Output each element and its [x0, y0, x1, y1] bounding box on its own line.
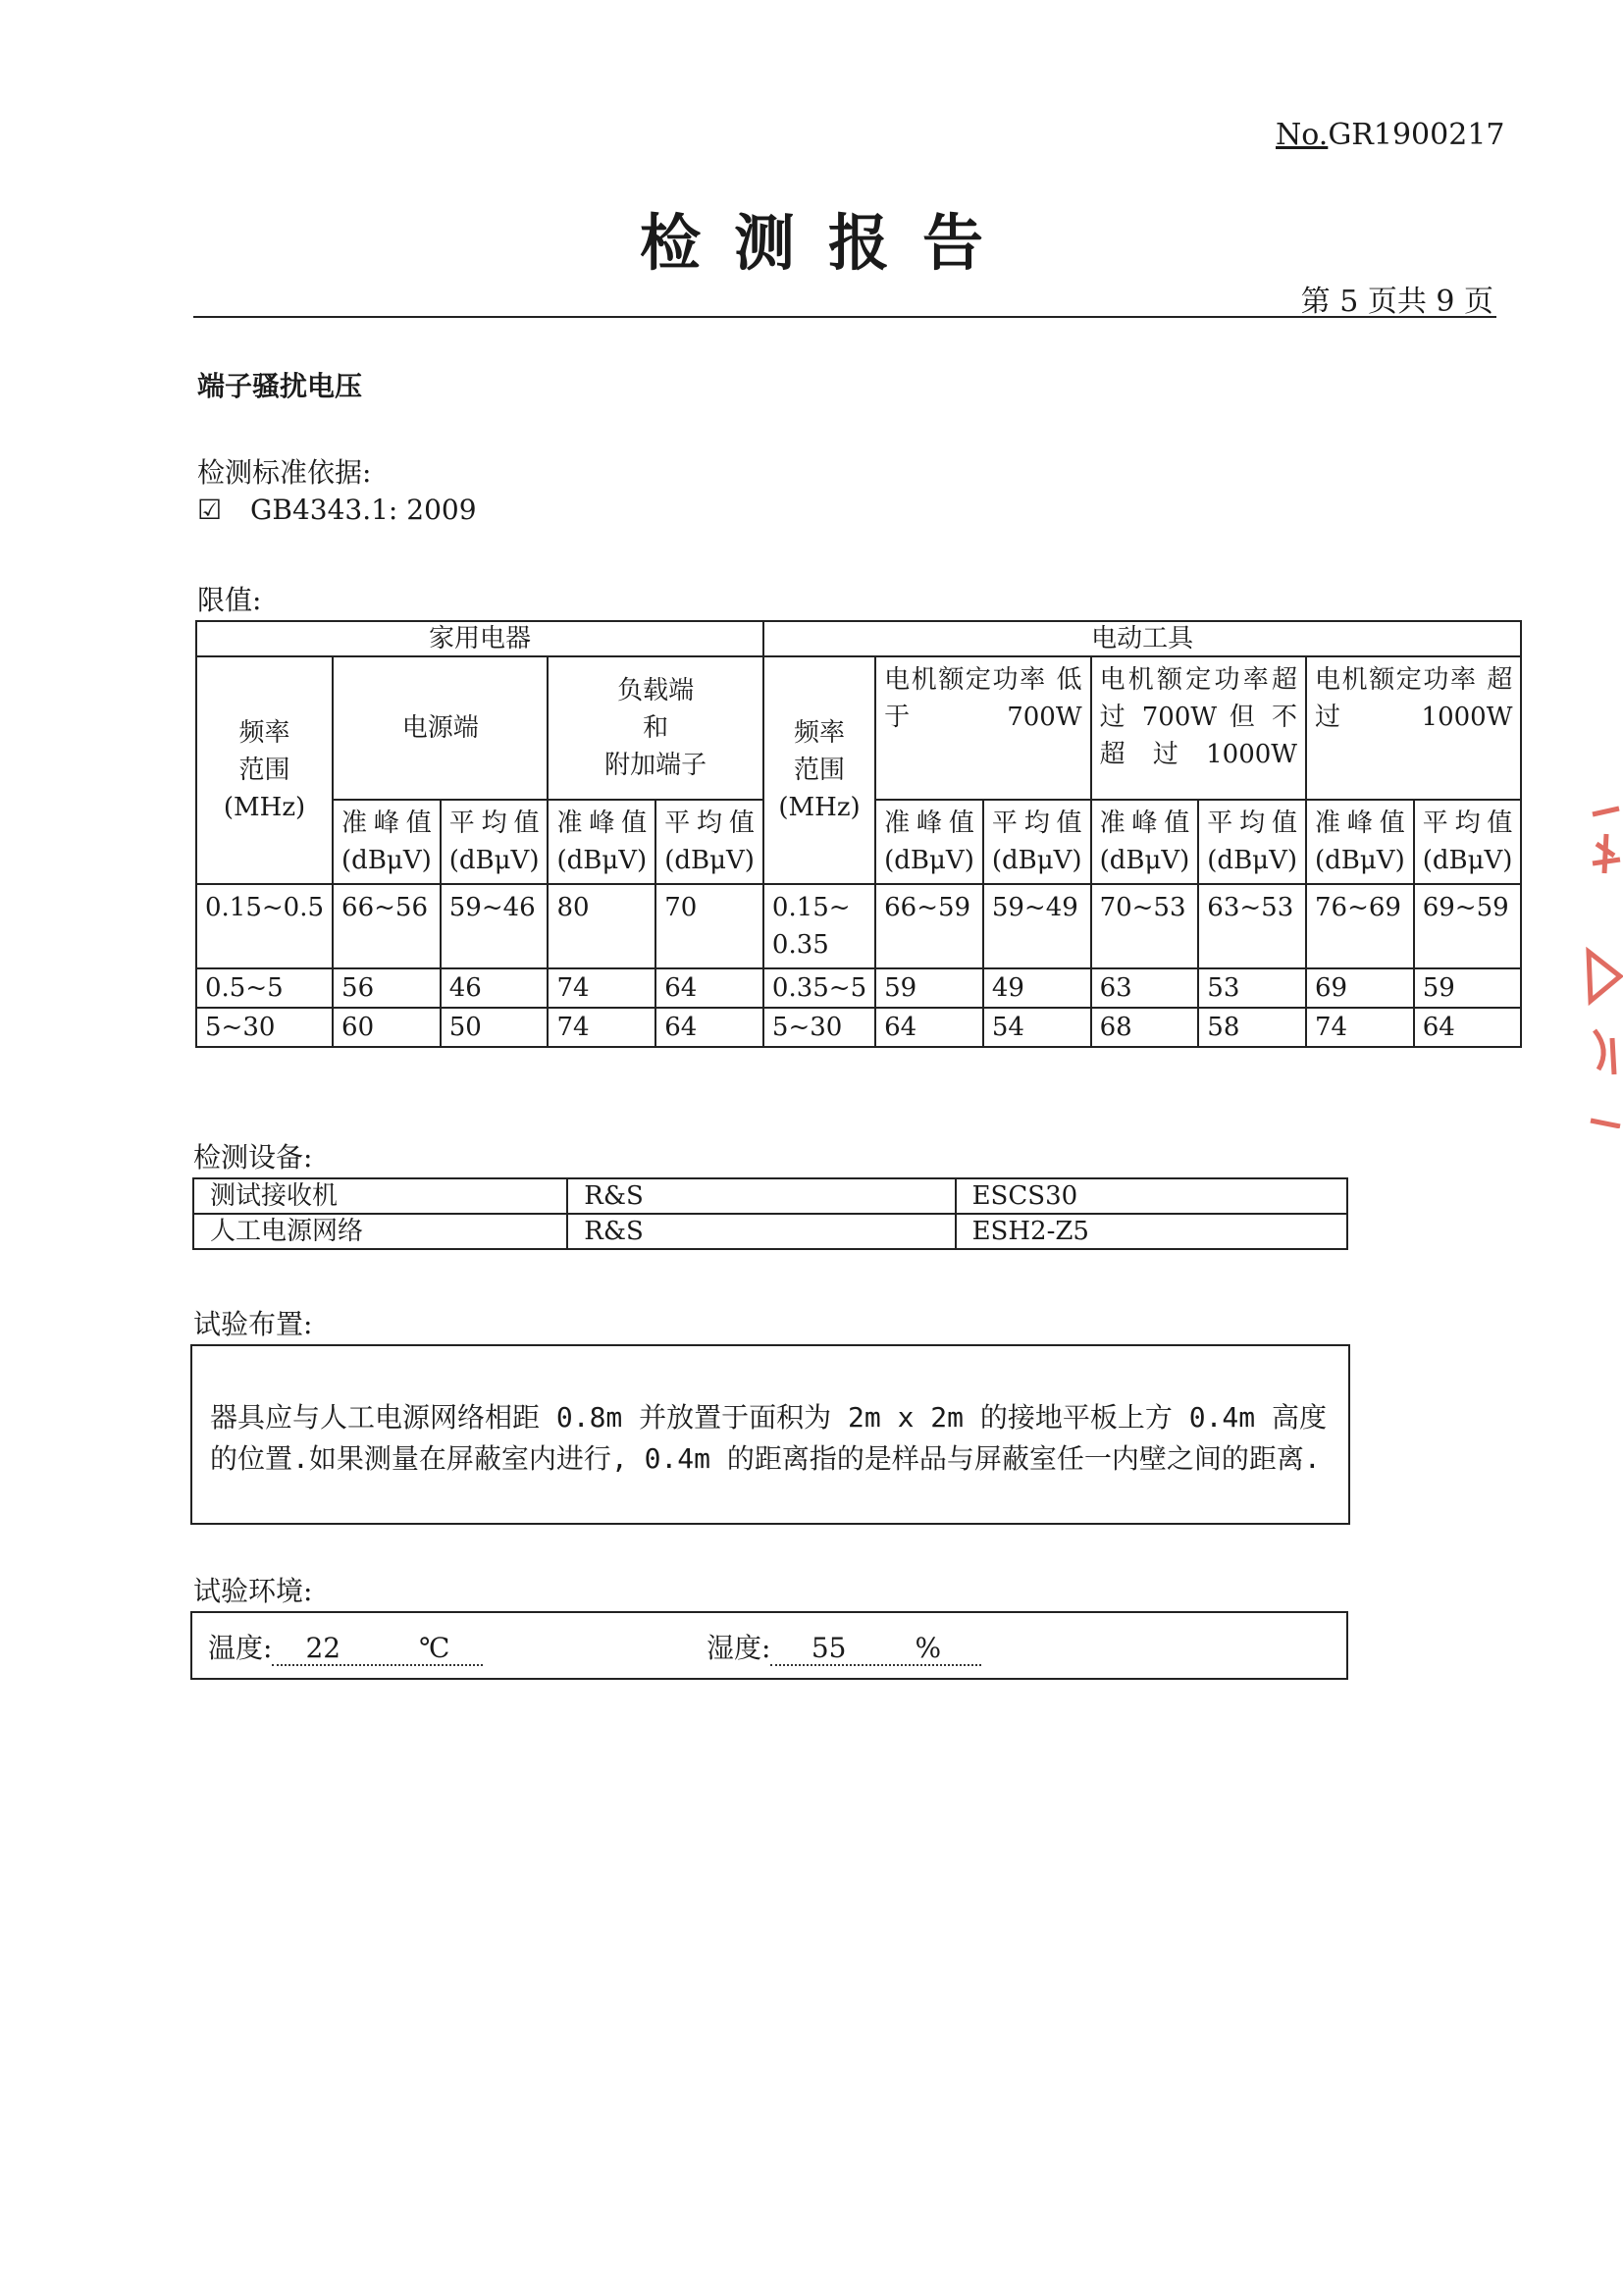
standard-label: 检测标准依据: — [197, 456, 372, 489]
table-cell: 59~46 — [441, 884, 549, 968]
table-row — [193, 1178, 1347, 1214]
table-cell: 74 — [548, 1008, 655, 1047]
avg-header: 平均值 (dBμV) — [983, 800, 1091, 884]
equipment-name: 人工电源网络 — [193, 1214, 567, 1249]
equipment-label: 检测设备: — [193, 1141, 313, 1174]
qp-header: 准峰值 (dBμV) — [333, 800, 441, 884]
table-cell: 0.15~0.35 — [763, 884, 875, 968]
avg-header: 平均值 (dBμV) — [655, 800, 763, 884]
page-info: 第 5 页共 9 页 — [1300, 285, 1493, 319]
environment-label: 试验环境: — [193, 1575, 313, 1607]
table-cell: 49 — [983, 968, 1091, 1008]
freq-header-tools: 频率 范围 (MHz) — [763, 656, 875, 884]
standard-line — [197, 494, 477, 526]
table-cell: 5~30 — [763, 1008, 875, 1047]
table-cell: 68 — [1091, 1008, 1199, 1047]
table-cell: 69~59 — [1414, 884, 1522, 968]
temperature-value: 22 — [305, 1632, 341, 1664]
load-port-header: 负载端 和 附加端子 — [548, 656, 762, 800]
humidity-value-line — [770, 1632, 981, 1666]
limits-label: 限值: — [197, 584, 262, 616]
partial-red-stamp-icon — [1585, 805, 1623, 1128]
table-cell: 5~30 — [196, 1008, 333, 1047]
table-cell: 74 — [548, 968, 655, 1008]
table-cell: 0.35~5 — [763, 968, 875, 1008]
table-cell: 0.15~0.5 — [196, 884, 333, 968]
table-cell: 70~53 — [1091, 884, 1199, 968]
table-cell: 80 — [548, 884, 655, 968]
table-cell: 59 — [875, 968, 983, 1008]
humidity-unit: % — [915, 1632, 942, 1664]
table-cell: 58 — [1198, 1008, 1306, 1047]
humidity-value: 55 — [811, 1632, 847, 1664]
table-cell: 63 — [1091, 968, 1199, 1008]
freq-header-household: 频率 范围 (MHz) — [196, 656, 333, 884]
limits-subheader-row — [196, 656, 1521, 800]
section-title: 端子骚扰电压 — [197, 370, 363, 402]
table-cell: 64 — [655, 968, 763, 1008]
table-cell: 54 — [983, 1008, 1091, 1047]
avg-header: 平均值 (dBμV) — [1198, 800, 1306, 884]
setup-box — [190, 1344, 1350, 1525]
table-cell: 60 — [333, 1008, 441, 1047]
setup-text: 器具应与人工电源网络相距 0.8m 并放置于面积为 2m x 2m 的接地平板上方 0.4m 高度的位置.如果测量在屏蔽室内进行, 0.4m 的距离指的是样品与屏蔽室任一内壁之间的距离. — [210, 1401, 1328, 1475]
avg-header: 平均值 (dBμV) — [1414, 800, 1522, 884]
humidity-label: 湿度: — [707, 1632, 771, 1664]
page-title: 检测报告 — [639, 207, 1017, 279]
group-tools: 电动工具 — [763, 621, 1522, 656]
limits-table — [195, 620, 1522, 1048]
header-divider — [193, 316, 1496, 318]
table-cell: 50 — [441, 1008, 549, 1047]
table-cell: 66~56 — [333, 884, 441, 968]
table-cell: 59~49 — [983, 884, 1091, 968]
table-cell: 69 — [1306, 968, 1414, 1008]
temperature-value-line — [272, 1632, 483, 1666]
table-cell: 74 — [1306, 1008, 1414, 1047]
qp-header: 准峰值 (dBμV) — [1306, 800, 1414, 884]
table-cell: 66~59 — [875, 884, 983, 968]
report-number-prefix: No. — [1276, 118, 1329, 152]
table-cell: 0.5~5 — [196, 968, 333, 1008]
equipment-table — [192, 1177, 1348, 1250]
table-cell: 63~53 — [1198, 884, 1306, 968]
report-number-value: GR1900217 — [1328, 118, 1505, 152]
checkbox-checked-icon: ☑ — [197, 494, 223, 526]
table-cell: 64 — [655, 1008, 763, 1047]
setup-label: 试验布置: — [193, 1308, 313, 1340]
report-number — [1276, 118, 1505, 152]
temperature-unit: ℃ — [419, 1632, 450, 1664]
table-cell: 59 — [1414, 968, 1522, 1008]
tool-low-header: 电机额定功率 低于 700W — [875, 656, 1090, 800]
temperature-field — [208, 1627, 483, 1666]
limits-group-row — [196, 621, 1521, 656]
table-cell: 64 — [1414, 1008, 1522, 1047]
standard-value: GB4343.1: 2009 — [250, 494, 477, 526]
equipment-maker: R&S — [567, 1178, 955, 1214]
environment-box — [190, 1611, 1348, 1680]
table-row — [193, 1214, 1347, 1249]
avg-header: 平均值 (dBμV) — [441, 800, 549, 884]
table-cell: 64 — [875, 1008, 983, 1047]
table-cell: 53 — [1198, 968, 1306, 1008]
qp-header: 准峰值 (dBμV) — [875, 800, 983, 884]
tool-mid-header: 电机额定功率超过 700W 但 不 超 过 1000W — [1091, 656, 1306, 800]
temperature-label: 温度: — [208, 1632, 273, 1664]
humidity-field — [707, 1627, 981, 1666]
qp-header: 准峰值 (dBμV) — [548, 800, 655, 884]
table-row — [196, 968, 1521, 1008]
tool-high-header: 电机额定功率 超 过 1000W — [1306, 656, 1521, 800]
table-cell: 56 — [333, 968, 441, 1008]
group-household: 家用电器 — [196, 621, 763, 656]
equipment-model: ESCS30 — [956, 1178, 1347, 1214]
table-row — [196, 1008, 1521, 1047]
equipment-maker: R&S — [567, 1214, 955, 1249]
equipment-model: ESH2-Z5 — [956, 1214, 1347, 1249]
equipment-name: 测试接收机 — [193, 1178, 567, 1214]
qp-header: 准峰值 (dBμV) — [1091, 800, 1199, 884]
table-row — [196, 884, 1521, 968]
power-port-header: 电源端 — [333, 656, 548, 800]
table-cell: 46 — [441, 968, 549, 1008]
table-cell: 70 — [655, 884, 763, 968]
table-cell: 76~69 — [1306, 884, 1414, 968]
